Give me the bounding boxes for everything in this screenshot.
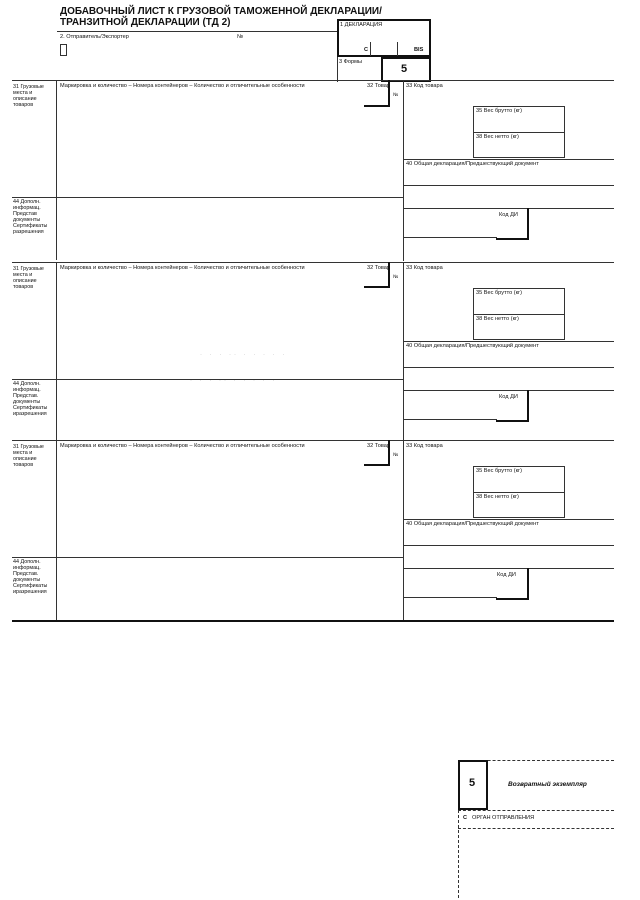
return-copy-label: Возвратный экземпляр [508,781,587,788]
row-divider [403,237,497,238]
item-number-no: № [393,274,399,280]
scan-noise: · · · ·· · · · · · [190,378,278,384]
net-weight-label: 38 Вес нетто (кг) [476,316,519,322]
marking-label: Маркировка и количество – Номера контейнеров – Количество и отличительные особенности [60,83,305,89]
declaration-bis: BIS [414,47,424,53]
forms-label: 3 Формы [339,59,363,65]
code-di-label: Код ДИ [499,394,518,400]
exporter-checkbox[interactable] [60,44,67,56]
code-di-left [403,237,404,261]
item-number-no: № [393,92,399,98]
row-divider [403,545,614,546]
marking-label: Маркировка и количество – Номера контейнеров – Количество и отличительные особенности [60,443,305,449]
side-label-additional: 44 Дополн. информац. Представ. документы Сертификаты иразрешения [13,559,48,596]
commodity-code-label: 33 Код товара [406,83,443,89]
prev-document-label: 40 Общая декларация/Предшествующий документ [406,161,539,167]
code-di-label: Код ДИ [499,212,518,218]
row-divider [403,185,614,186]
weight-divider [473,314,565,315]
left-column-border [56,440,57,620]
origin-c-label: C [463,815,468,821]
gross-weight-label: 35 Вес брутто (кг) [476,468,522,474]
exporter-number-label: № [237,34,244,40]
item-number-label: 32 Товар [367,83,390,89]
commodity-code-label: 33 Код товара [406,443,443,449]
item-top-border [12,80,614,81]
item-number-label: 32 Товар [367,265,390,271]
row-divider [403,367,614,368]
code-di-box [496,390,529,422]
commodity-code-label: 33 Код товара [406,265,443,271]
net-weight-label: 38 Вес нетто (кг) [476,494,519,500]
additional-info-top [12,197,404,198]
declaration-label: 1 ДЕКЛАРАЦИЯ [340,22,383,28]
marking-label: Маркировка и количество – Номера контейнеров – Количество и отличительные особенности [60,265,305,271]
left-column-border [56,80,57,260]
row-divider [403,341,614,342]
form-title: ДОБАВОЧНЫЙ ЛИСТ К ГРУЗОВОЙ ТАМОЖЕННОЙ ДЕКЛАРАЦИИ/ ТРАНЗИТНОЙ ДЕКЛАРАЦИИ (ТД 2) [60,6,382,28]
declaration-c: C [364,47,369,53]
return-copy-number: 5 [469,777,476,789]
row-divider [403,519,614,520]
copy-number: 5 [401,63,408,75]
weight-divider [473,492,565,493]
right-column-border [403,262,404,443]
code-di-box [496,208,529,240]
right-column-border [403,80,404,261]
item-number-label: 32 Товар [367,443,390,449]
item-top-border [12,262,614,263]
scan-noise: · · · ·· · · · · · [200,352,288,358]
prev-document-label: 40 Общая декларация/Предшествующий документ [406,521,539,527]
additional-info-top [12,557,404,558]
right-column-border [403,440,404,621]
form-bottom-border [12,620,614,622]
net-weight-label: 38 Вес нетто (кг) [476,134,519,140]
code-di-left [403,597,404,621]
code-di-label: Код ДИ [497,572,516,578]
item-top-border [12,440,614,441]
side-label-goods: 31 Грузовые места и описание товаров [13,266,44,291]
weight-divider [473,132,565,133]
origin-label: ОРГАН ОТПРАВЛЕНИЯ [472,815,535,821]
item-number-no: № [393,452,399,458]
gross-weight-label: 35 Вес брутто (кг) [476,108,522,114]
side-label-additional: 44 Дополн. информац. Представ документы Сертификаты разрешения [13,199,48,236]
side-label-goods: 31 Грузовые места и описание товаров [13,444,44,469]
row-divider [403,419,497,420]
exporter-label: 2. Отправитель/Экспортер [60,34,129,40]
row-divider [403,597,497,598]
code-di-box [496,568,529,600]
side-label-goods: 31 Грузовые места и описание товаров [13,84,44,109]
left-column-border [56,262,57,442]
side-label-additional: 44 Дополн. информац. Представ. документы Сертификаты иразрешения [13,381,48,418]
prev-document-label: 40 Общая декларация/Предшествующий документ [406,343,539,349]
gross-weight-label: 35 Вес брутто (кг) [476,290,522,296]
row-divider [403,159,614,160]
